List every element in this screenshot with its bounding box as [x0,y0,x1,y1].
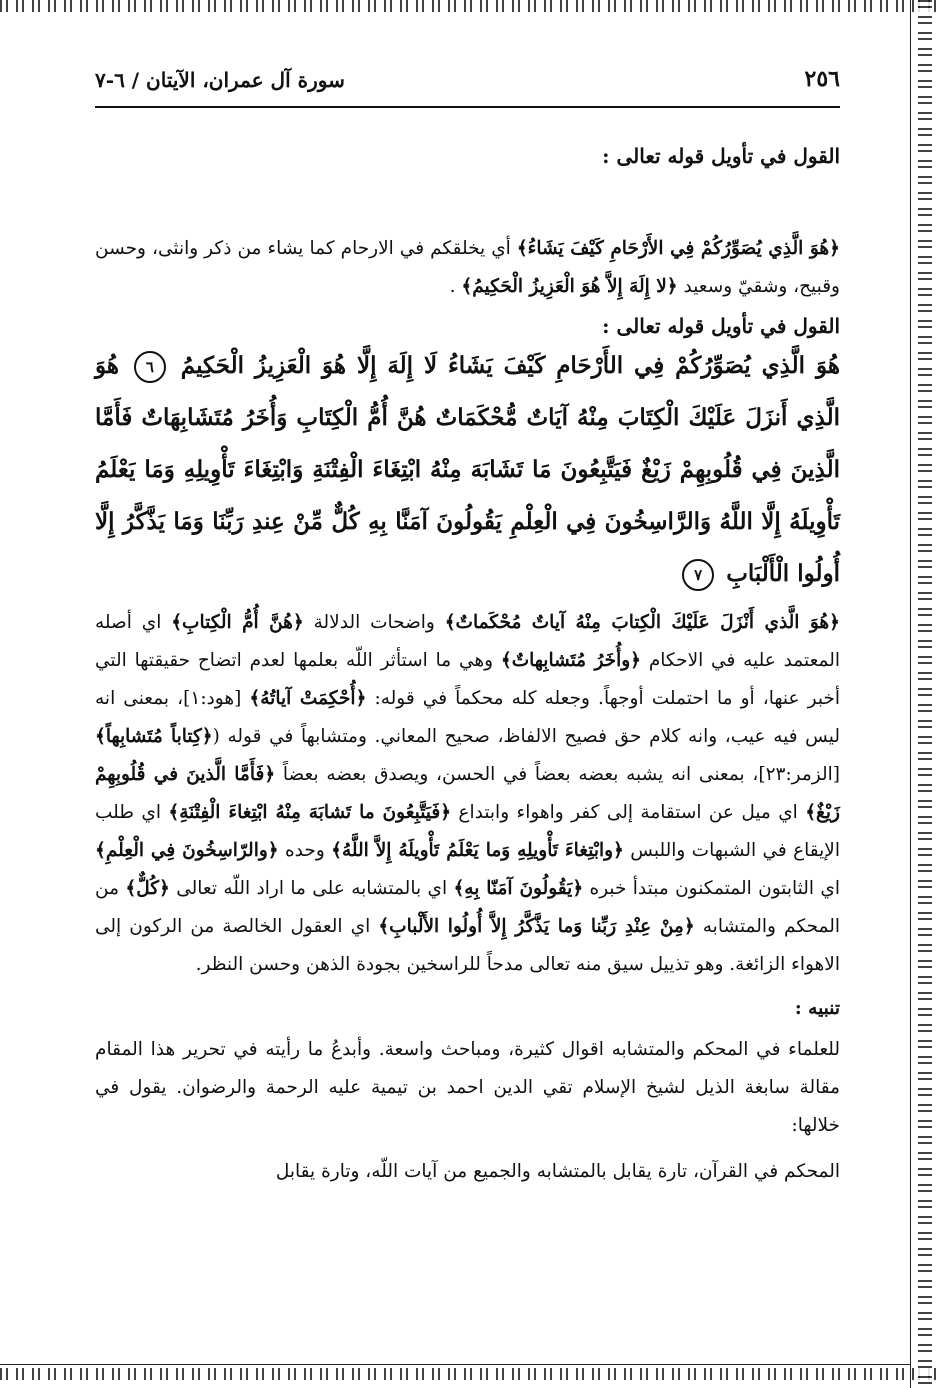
commentary-text: اي ميل عن استقامة إلى كفر واهواء وابتداع [451,802,806,823]
quran-quote: ﴿هُوَ الَّذِي يُصَوِّرُكُمْ فِي الأَرْحَامِ كَيْفَ يَشَاءُ﴾ [516,238,840,259]
paragraph-text: أي يخلقكم في الارحام كما يشاء من ذكر وانثى، وحسن وقبيح، وشقيّ وسعيد [95,238,840,297]
commentary-text: [هود:١]، بمعنى انه ليس فيه عيب، وانه كلام حق فصيح الالفاظ، صحيح المعاني. ومتشابهاً في قوله ( [95,688,840,747]
quran-quote: ﴿فَأَمَّا الَّذينَ في قُلُوبِهِمْ زَيْغٌ﴾ [95,764,840,823]
right-border [918,0,932,1388]
header-rule [95,106,840,108]
quran-quote: ﴿وأُخَرُ مُتَشابِهاتٌ﴾ [500,650,642,671]
bottom-border [0,1368,940,1380]
running-title: سورة آل عمران، الآيتان / ٦-٧ [95,68,345,92]
top-border [0,0,940,12]
section-heading-2: القول في تأويل قوله تعالى : [602,314,840,338]
quran-quote: ﴿هُوَ الَّذي أَنْزَلَ عَلَيْكَ الْكِتابَ مِنْهُ آياتٌ مُحْكَماتٌ﴾ [444,612,840,633]
ayah-number-marker: ٦ [134,351,166,383]
quran-verses-block [95,340,840,600]
quran-quote: ﴿والرّاسِخُونَ فِي الْعِلْمِ﴾ [95,840,279,861]
quran-quote: ﴿فَيَتَّبِعُونَ ما تَشابَهَ مِنْهُ ابْتِغاءَ الْفِتْنَةِ﴾ [168,802,452,823]
ayah-number-marker: ٧ [682,559,714,591]
commentary-text: من المحكم والمتشابه [95,878,841,937]
commentary-text: اي بالمتشابه على ما اراد اللّه تعالى [169,878,454,899]
page-number: ٢٥٦ [804,66,840,92]
quran-quote: ﴿أُحْكِمَتْ آياتُهُ﴾ [249,688,367,709]
commentary-text: اي العقول الخالصة من الركون إلى الاهواء الزائغة. وهو تذييل سيق منه تعالى مدحاً للراسخين بجودة الذهن وحسن النظر. [95,916,840,975]
commentary-text: واضحات الدلالة [303,612,445,633]
commentary-text: [الزمر:٢٣]، بمعنى انه يشبه بعضه بعضاً في الحسن، ويصدق بعضه بعضاً [275,764,840,785]
quran-quote: ﴿كِتاباً مُتَشابِهاً﴾ [95,726,213,747]
commentary-paragraph [95,604,840,984]
commentary-text: اي طلب الإيقاع في الشبهات واللبس [95,802,841,861]
quran-quote: ﴿مِنْ عِنْدِ رَبِّنا وَما يَذَّكَّرُ إِلاَّ أُولُوا الأَلْبابِ﴾ [378,916,695,937]
page-header [95,66,840,106]
section-heading-3: تنبيه : [794,998,840,1019]
quran-quote: ﴿لا إِلَهَ إِلاَّ هُوَ الْعَزِيزُ الْحَكِيمُ﴾ [461,276,678,297]
page-body [95,140,840,1191]
quran-quote: ﴿كُلٌّ﴾ [125,878,170,899]
commentary-text: اي الثابتون المتمكنون مبتدأ خبره [583,878,840,899]
commentary-text: وهي ما استأثر اللّه بعلمها لعدم اتضاح حقيقتها التي أخبر عنها، أو ما احتملت أوجهاً. وجعله كله محكماً في قوله: [95,650,840,709]
verse-text: هُوَ الَّذِي أَنزَلَ عَلَيْكَ الْكِتَابَ مِنْهُ آيَاتٌ مُّحْكَمَاتٌ هُنَّ أُمُّ الْكِتَابِ وَأُخَرُ مُتَشَابِهَاتٌ فَأَمَّا الَّذِينَ فِي قُلُوبِهِمْ زَيْغٌ فَيَتَّبِعُونَ مَا تَشَابَهَ مِنْهُ ابْتِغَاءَ الْفِتْنَةِ وَابْتِغَاءَ تَأْوِيلِهِ وَمَا يَعْلَمُ تَأْوِيلَهُ إِلَّا اللَّهُ وَالرَّاسِخُونَ فِي الْعِلْمِ يَقُولُونَ آمَنَّا بِهِ كُلٌّ مِّنْ عِندِ رَبِّنَا وَمَا يَذَّكَّرُ إِلَّا أُولُوا الْأَلْبَابِ [95,352,840,587]
commentary-text: اي أصله المعتمد عليه في الاحكام [95,612,840,671]
paragraph-4: المحكم في القرآن، تارة يقابل بالمتشابه والجميع من آيات اللّه، وتارة يقابل [275,1161,840,1182]
paragraph-3: للعلماء في المحكم والمتشابه اقوال كثيرة، ومباحث واسعة. وأبدعُ ما رأيته في تحرير هذا المقام مقالة سابغة الذيل لشيخ الإسلام تقي الدين احمد بن تيمية عليه الرحمة والرضوان. يقول في خلالها: [95,1039,840,1136]
verse-text: هُوَ الَّذِي يُصَوِّرُكُمْ فِي الأَرْحَامِ كَيْفَ يَشَاءُ لَا إِلَهَ إِلَّا هُوَ الْعَزِيزُ الْحَكِيمُ [180,352,840,379]
border-bottom-line [0,1364,910,1365]
section-heading-1: القول في تأويل قوله تعالى : [602,144,840,168]
quran-quote: ﴿يَقُولُونَ آمَنّا بِهِ﴾ [453,878,584,899]
paragraph-text: . [449,276,462,297]
quran-quote: ﴿هُنَّ أُمُّ الْكِتابِ﴾ [171,612,304,633]
commentary-text: وحده [278,840,332,861]
border-inner-line [910,0,911,1388]
quran-quote: ﴿وابْتِغاءَ تَأْويلِهِ وَما يَعْلَمُ تَأْويلَهُ إِلاَّ اللَّهُ﴾ [331,840,624,861]
paragraph-1 [95,230,840,306]
